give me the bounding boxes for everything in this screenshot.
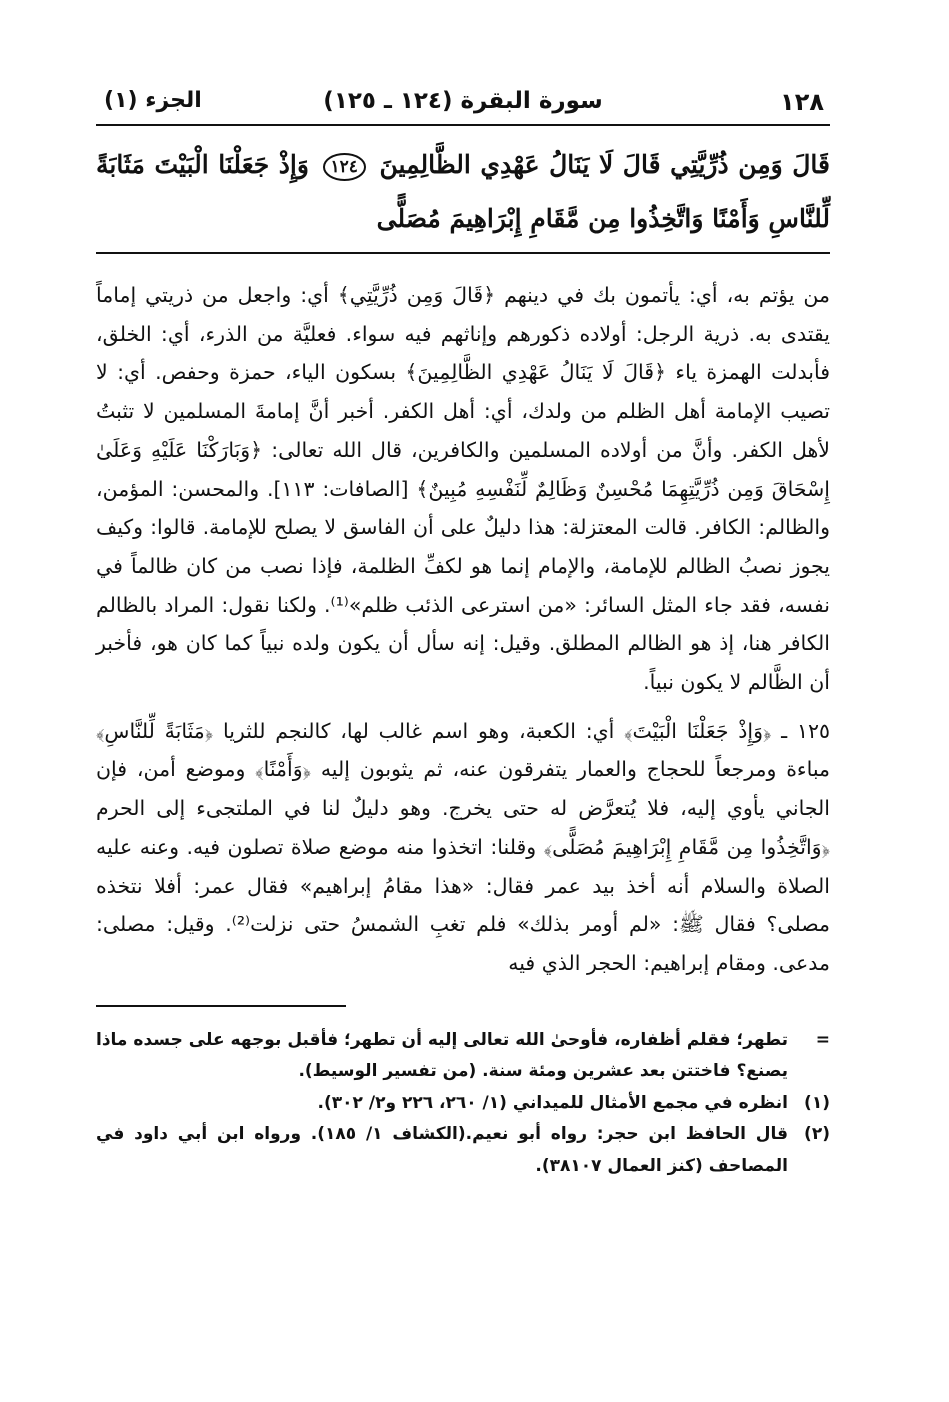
page-number: ١٢٨ bbox=[780, 88, 824, 116]
ayah-number-marker: ١٢٤ bbox=[323, 153, 366, 181]
footnote-mark: (١) bbox=[804, 1092, 830, 1113]
surah-title: سورة البقرة (١٢٤ ـ ١٢٥) bbox=[323, 88, 603, 114]
quran-verse bbox=[96, 138, 830, 246]
footnote-mark: = bbox=[815, 1029, 830, 1050]
part-label: الجزء (١) bbox=[104, 88, 202, 113]
page-header bbox=[96, 78, 830, 126]
verse-part-2: وَإِذْ جَعَلْنَا الْبَيْتَ مَثَابَةً لِّلنَّاسِ وَأَمْنًا وَاتَّخِذُوا مِن مَّقَامِ إِبْرَاهِيمَ مُصَلًّى bbox=[96, 150, 830, 233]
footnote-continued bbox=[96, 1025, 830, 1088]
footnotes bbox=[96, 1025, 830, 1183]
footnote-divider bbox=[96, 1005, 346, 1007]
book-page bbox=[96, 78, 830, 1182]
verse-divider bbox=[96, 252, 830, 254]
footnote-1 bbox=[96, 1088, 830, 1120]
footnote-mark: (٢) bbox=[804, 1124, 830, 1145]
footnote-text: قال الحافظ ابن حجر: رواه أبو نعيم.(الكشاف ١/ ١٨٥). ورواه ابن أبي داود في المصاحف (كنز العمال ٣٨١٠٧). bbox=[96, 1124, 788, 1176]
footnote-2 bbox=[96, 1119, 830, 1182]
commentary-text bbox=[96, 276, 830, 983]
commentary-paragraph-2: ١٢٥ ـ ﴿وَإِذْ جَعَلْنَا الْبَيْتَ﴾ أي: الكعبة، وهو اسم غالب لها، كالنجم للثريا ﴿مَثَابَةً لِّلنَّاسِ﴾ مباءة ومرجعاً للحجاج والعمار يتفرقون عنه، ثم يثوبون إليه ﴿وَأَمْنًا﴾ وموضع أمن، فإن الجاني يأوي إليه، فلا يُتعرَّض له حتى يخرج. وهو دليلٌ لنا في الملتجىء إلى الحرم ﴿وَاتَّخِذُوا مِن مَّقَامِ إِبْرَاهِيمَ مُصَلًّى﴾ وقلنا: اتخذوا منه موضع صلاة تصلون فيه. وعنه عليه الصلاة والسلام أنه أخذ بيد عمر فقال: «هذا مقامُ إبراهيم» فقال عمر: أفلا نتخذه مصلى؟ فقال ﷺ: «لم أومر بذلك» فلم تغبِ الشمسُ حتى نزلت⁽²⁾. وقيل: مصلى: مدعى. ومقام إبراهيم: الحجر الذي فيه bbox=[96, 718, 830, 975]
footnote-text: انظره في مجمع الأمثال للميداني (١/ ٢٦٠، ٢٢٦ و٢/ ٣٠٢). bbox=[317, 1092, 788, 1113]
commentary-paragraph-1: من يؤتم به، أي: يأتمون بك في دينهم ﴿قَالَ وَمِن ذُرِّيَّتِي﴾ أي: واجعل من ذريتي إماماً يقتدى به. ذرية الرجل: أولاده ذكورهم وإناثهم فيه سواء. فعليَّة من الذرء، أي: الخلق، فأبدلت الهمزة ياء ﴿قَالَ لَا يَنَالُ عَهْدِي الظَّالِمِينَ﴾ بسكون الياء، حمزة وحفص. أي: لا تصيب الإمامة أهل الظلم من ولدك، أي: أهل الكفر. أخبر أنَّ إمامةَ المسلمين لا تثبتُ لأهل الكفر. وأنَّ من أولاده المسلمين والكافرين، قال الله تعالى: ﴿وَبَارَكْنَا عَلَيْهِ وَعَلَىٰ إِسْحَاقَ وَمِن ذُرِّيَّتِهِمَا مُحْسِنٌ وَظَالِمٌ لِّنَفْسِهِ مُبِينٌ﴾ [الصافات: ١١٣]. والمحسن: المؤمن، والظالم: الكافر. قالت المعتزلة: هذا دليلٌ على أن الفاسق لا يصلح للإمامة. قالوا: وكيف يجوز نصبُ الظالم للإمامة، والإمام إنما هو لكفِّ الظلمة، فإذا نصب من كان ظالماً في نفسه، فقد جاء المثل السائر: «من استرعى الذئب ظلم»⁽¹⁾. ولكنا نقول: المراد بالظالم الكافر هنا، إذ هو الظالم المطلق. وقيل: إنه سأل أن يكون ولده نبياً كما كان هو، فأخبر أن الظَّالم لا يكون نبياً. bbox=[96, 283, 830, 695]
verse-part-1: قَالَ وَمِن ذُرِّيَّتِي قَالَ لَا يَنَالُ عَهْدِي الظَّالِمِينَ bbox=[379, 150, 830, 179]
footnote-text: تطهر؛ فقلم أظفاره، فأوحىٰ الله تعالى إليه أن تطهر؛ فأقبل بوجهه على جسده ماذا يصنع؟ فاختتن بعد عشرين ومئة سنة. (من تفسير الوسيط). bbox=[96, 1029, 788, 1082]
